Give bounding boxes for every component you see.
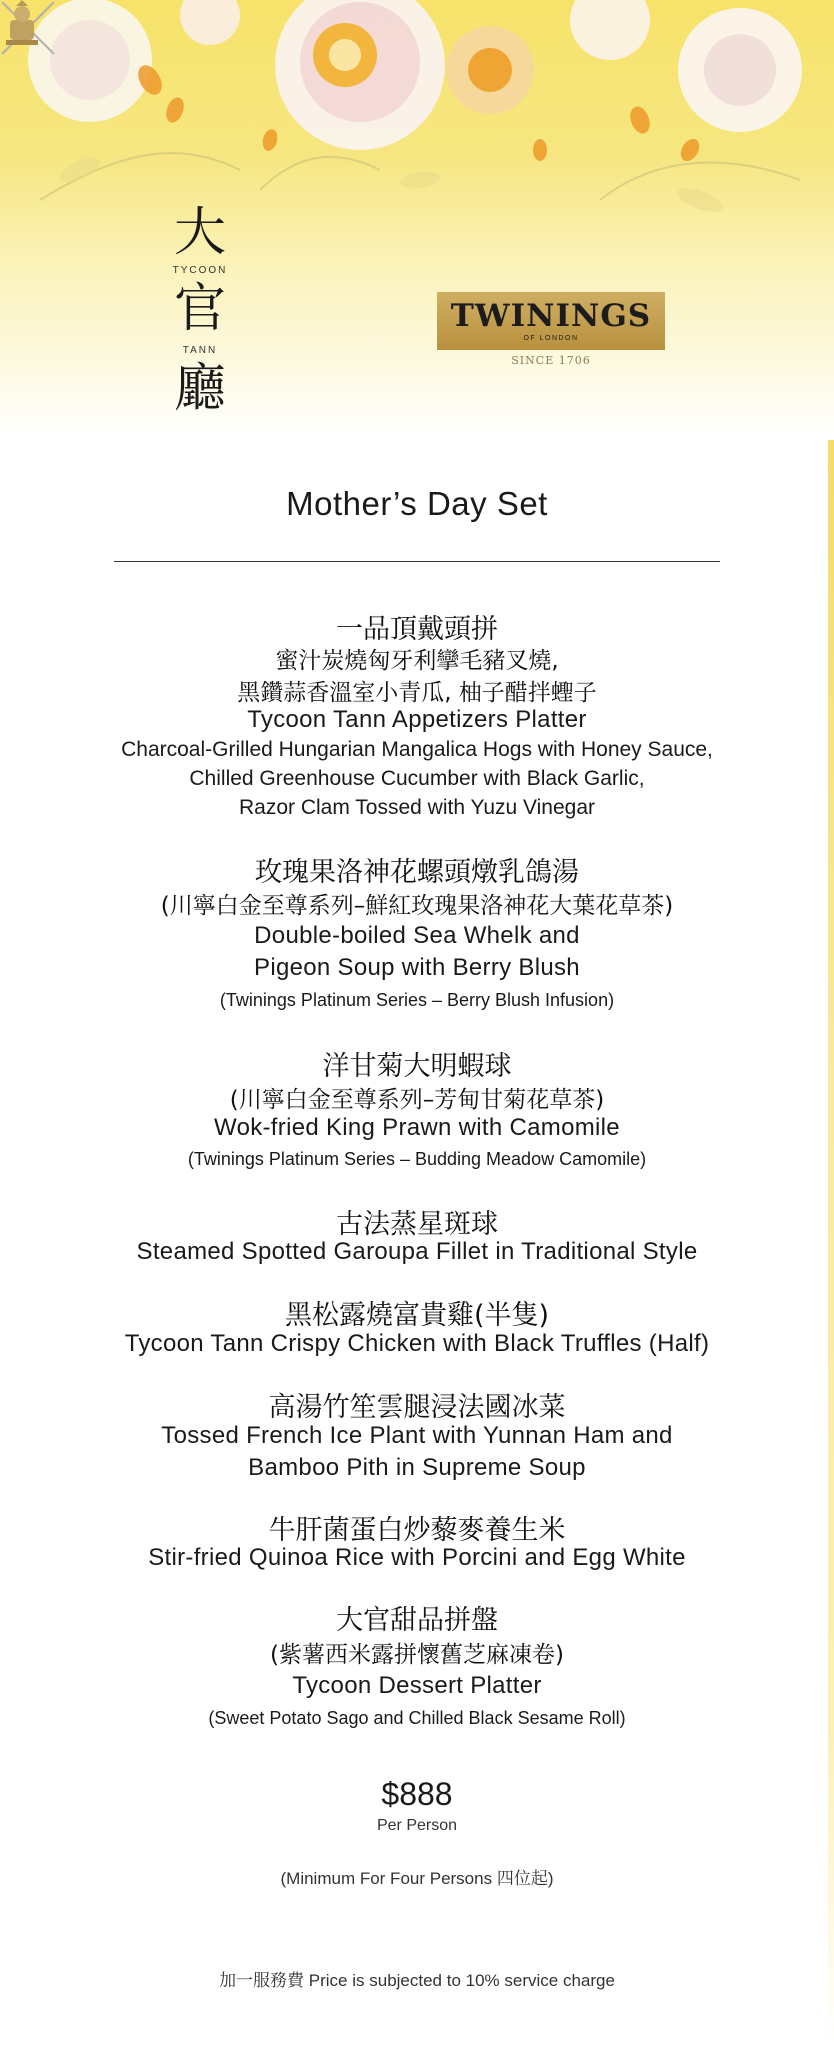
floral-header-banner — [0, 0, 834, 440]
course-7-zh-name: 牛肝菌蛋白炒藜麥養生米 — [268, 1515, 566, 1546]
twinings-of-london: OF LONDON — [523, 335, 579, 342]
course-2-zh-name: 玫瑰果洛神花螺頭燉乳鴿湯 — [255, 857, 579, 888]
minimum-persons-note: (Minimum For Four Persons 四位起) — [280, 1869, 554, 1888]
course-6-en-name-1: Tossed French Ice Plant with Yunnan Ham and — [161, 1422, 673, 1449]
set-price: $888 — [381, 1776, 453, 1812]
tycoon-tann-logo — [160, 205, 240, 435]
course-3-zh-detail: (川寧白金至尊系列–芳甸甘菊花草茶) — [229, 1087, 605, 1113]
twinings-since-year: SINCE 1706 — [511, 354, 591, 367]
course-7-en-name: Stir-fried Quinoa Rice with Porcini and Egg White — [148, 1544, 686, 1571]
course-4-en-name: Steamed Spotted Garoupa Fillet in Traditional Style — [136, 1238, 698, 1265]
course-3-zh-name: 洋甘菊大明蝦球 — [322, 1051, 512, 1082]
twinings-wordmark: TWININGS — [450, 298, 652, 334]
course-2-en-detail: (Twinings Platinum Series – Berry Blush Infusion) — [219, 990, 615, 1010]
floral-illustration — [0, 0, 834, 440]
course-1-en-detail-3: Razor Clam Tossed with Yuzu Vinegar — [238, 796, 596, 819]
course-1-zh-detail-1: 蜜汁炭燒匈牙利攣毛豬叉燒, — [275, 648, 559, 674]
course-8-en-name: Tycoon Dessert Platter — [292, 1672, 542, 1699]
course-3-en-name: Wok-fried King Prawn with Camomile — [214, 1114, 620, 1141]
logo-char-guan: 官 — [173, 279, 226, 339]
course-1-zh-name: 一品頂戴頭拼 — [336, 614, 498, 645]
course-1-en-name: Tycoon Tann Appetizers Platter — [247, 706, 587, 733]
logo-char-ting: 廳 — [173, 359, 226, 419]
twinings-logo — [437, 292, 665, 350]
service-charge-note: 加一服務費 Price is subjected to 10% service charge — [219, 1971, 615, 1990]
course-8-zh-name: 大官甜品拼盤 — [336, 1605, 498, 1636]
course-1-en-detail-1: Charcoal-Grilled Hungarian Mangalica Hogs with Honey Sauce, — [121, 738, 713, 761]
course-1-en-detail-2: Chilled Greenhouse Cucumber with Black Garlic, — [189, 767, 645, 790]
course-5-zh-name: 黑松露燒富貴雞(半隻) — [284, 1300, 550, 1331]
course-5-en-name: Tycoon Tann Crispy Chicken with Black Truffles (Half) — [124, 1330, 710, 1357]
logo-char-da: 大 — [173, 203, 226, 263]
title-divider — [114, 561, 720, 562]
course-2-en-name-1: Double-boiled Sea Whelk and — [254, 922, 580, 949]
twinings-crest-icon — [0, 0, 44, 48]
course-8-en-detail: (Sweet Potato Sago and Chilled Black Sesame Roll) — [208, 1708, 626, 1728]
course-4-zh-name: 古法蒸星斑球 — [336, 1209, 498, 1240]
course-1-zh-detail-2: 黑鑽蒜香溫室小青瓜, 柚子醋拌蟶子 — [237, 680, 597, 706]
course-3-en-detail: (Twinings Platinum Series – Budding Meadow Camomile) — [187, 1149, 647, 1169]
course-2-en-name-2: Pigeon Soup with Berry Blush — [254, 954, 580, 981]
course-6-en-name-2: Bamboo Pith in Supreme Soup — [248, 1454, 586, 1481]
course-8-zh-detail: (紫薯西米露拼懷舊芝麻凍卷) — [270, 1642, 564, 1668]
price-per-person: Per Person — [376, 1817, 458, 1834]
course-6-zh-name: 高湯竹笙雲腿浸法國冰菜 — [268, 1392, 566, 1423]
logo-en-tycoon: TYCOON — [172, 265, 228, 276]
course-2-zh-detail: (川寧白金至尊系列–鮮紅玫瑰果洛神花大葉花草茶) — [160, 893, 674, 919]
page-title: Mother’s Day Set — [286, 485, 548, 522]
logo-en-tann: TANN — [182, 345, 218, 356]
